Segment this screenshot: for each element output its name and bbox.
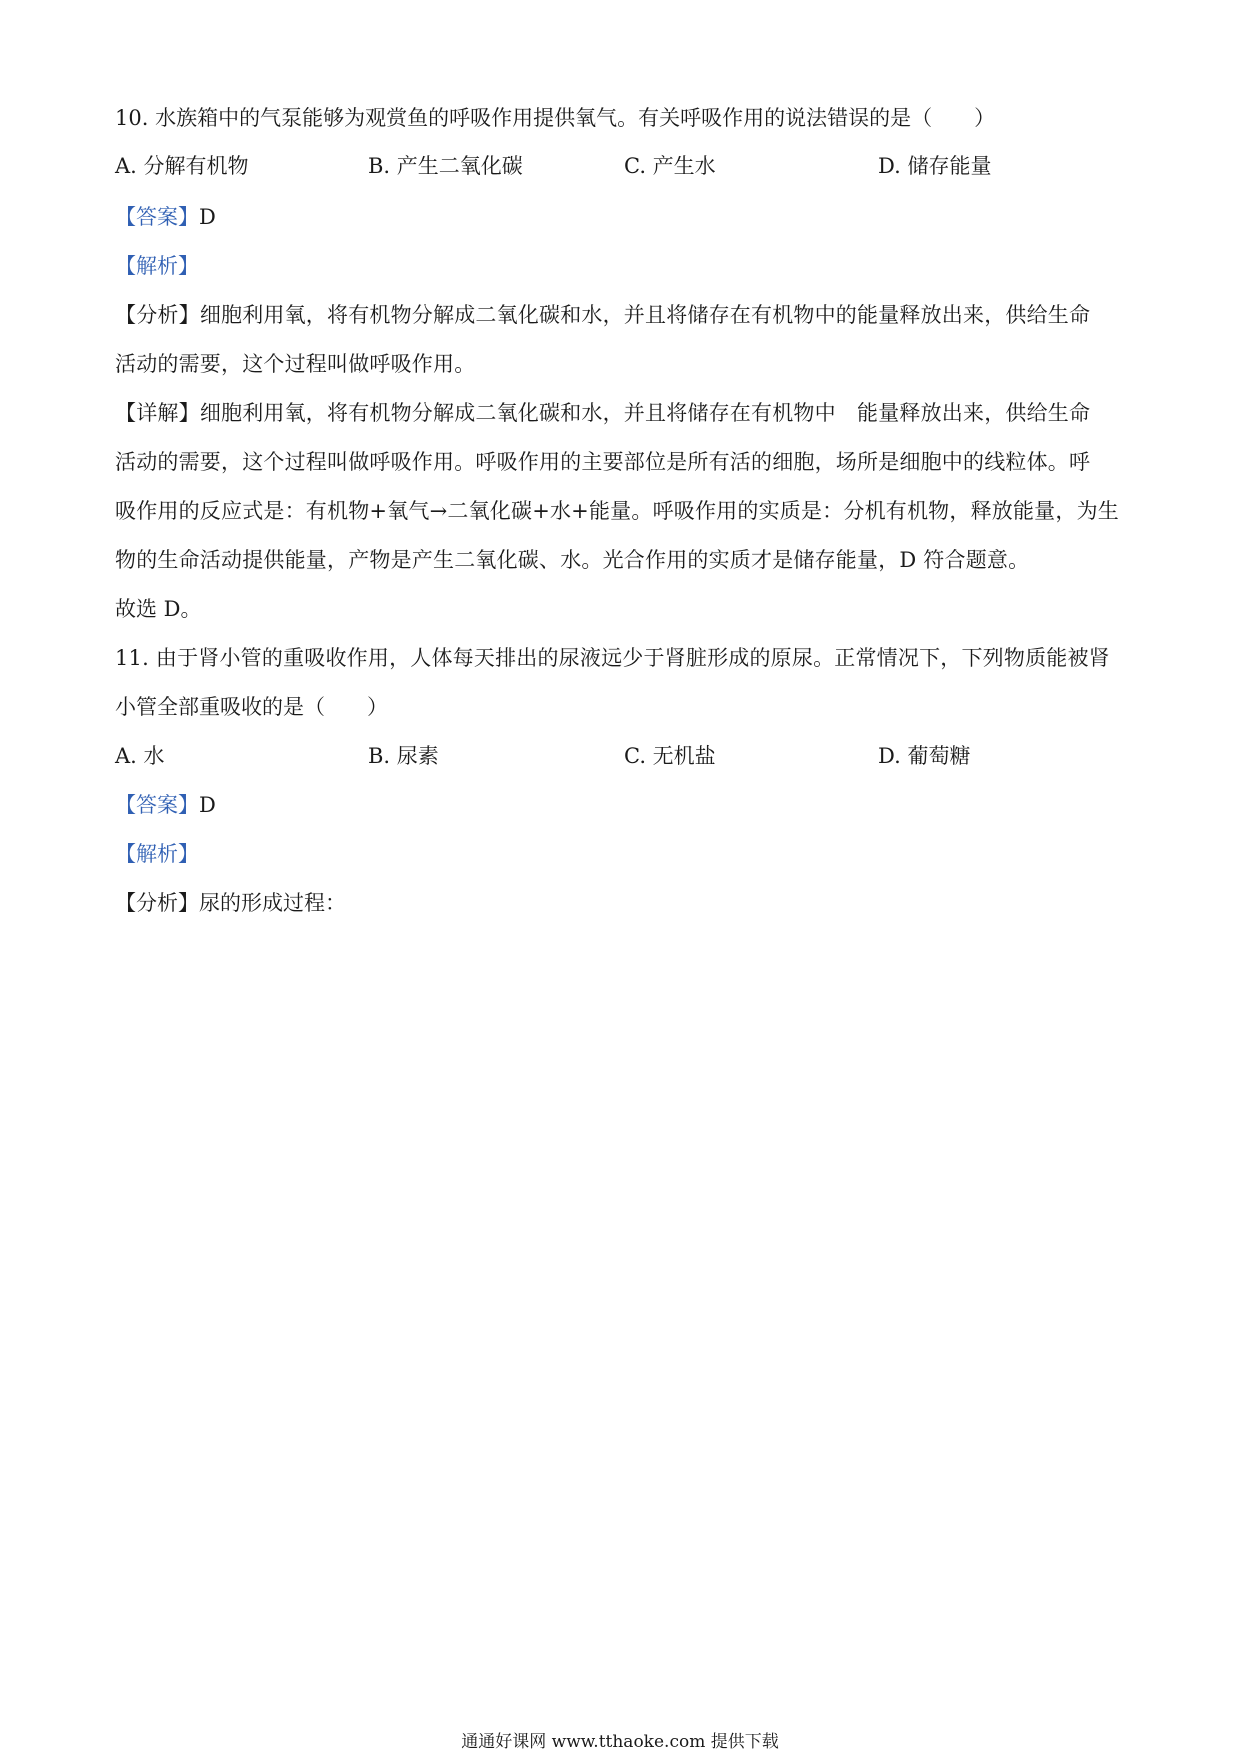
q11-answer-row [115,791,216,819]
q10-conclusion: 故选 D。 [115,597,202,621]
q11-option-d: D. 葡萄糖 [878,744,971,768]
q11-stem-line-2: 小管全部重吸收的是（ ） [115,695,388,719]
q11-option-a: A. 水 [115,744,165,768]
q10-fenxi-tag: 【分析】 [115,303,200,327]
q11-answer-tag: 【答案】 [115,793,199,817]
q10-xiangjie-text-1: 细胞利用氧，将有机物分解成二氧化碳和水，并且将储存在有机物中 能量释放出来，供给生命 [199,401,1091,425]
q10-option-a: A. 分解有机物 [115,154,249,178]
q11-fenxi-line [115,889,346,917]
q10-xiangjie-line-4: 物的生命活动提供能量，产物是产生二氧化碳、水。光合作用的实质才是储存能量，D 符合题意。 [115,548,1030,572]
page-footer: 通通好课网 www.tthaoke.com 提供下载 [461,1732,779,1752]
q10-option-c: C. 产生水 [624,154,716,178]
q10-xiangjie-line-1 [115,399,1090,427]
q10-fenxi-line-2: 活动的需要，这个过程叫做呼吸作用。 [115,352,476,376]
q10-fenxi-text-1: 细胞利用氧，将有机物分解成二氧化碳和水，并且将储存在有机物中的能量释放出来，供给生命 [199,303,1091,327]
q10-xiangjie-line-3: 吸作用的反应式是：有机物+氧气→二氧化碳+水+能量。呼吸作用的实质是：分机有机物，释放能量，为生 [115,499,1119,523]
q10-answer-tag: 【答案】 [115,205,199,229]
q10-fenxi-line-1 [115,301,1090,329]
q10-stem: 10. 水族箱中的气泵能够为观赏鱼的呼吸作用提供氧气。有关呼吸作用的说法错误的是（ ） [115,106,996,130]
q11-option-b: B. 尿素 [368,744,439,768]
q10-answer-row [115,203,216,231]
q10-answer-value: D [199,205,216,229]
q11-analysis-tag: 【解析】 [115,842,199,866]
q10-analysis-tag: 【解析】 [115,254,199,278]
q11-stem-line-1: 11. 由于肾小管的重吸收作用，人体每天排出的尿液远少于肾脏形成的原尿。正常情况下，下列物质能被肾 [115,646,1110,670]
q10-option-b: B. 产生二氧化碳 [368,154,523,178]
q11-answer-value: D [199,793,216,817]
q11-option-c: C. 无机盐 [624,744,716,768]
q10-xiangjie-tag: 【详解】 [115,401,200,425]
q11-fenxi-tag: 【分析】 [115,891,199,915]
q10-option-d: D. 储存能量 [878,154,992,178]
q11-fenxi-text: 尿的形成过程： [199,891,346,915]
q10-xiangjie-line-2: 活动的需要，这个过程叫做呼吸作用。呼吸作用的主要部位是所有活的细胞，场所是细胞中的线粒体。呼 [115,450,1091,474]
